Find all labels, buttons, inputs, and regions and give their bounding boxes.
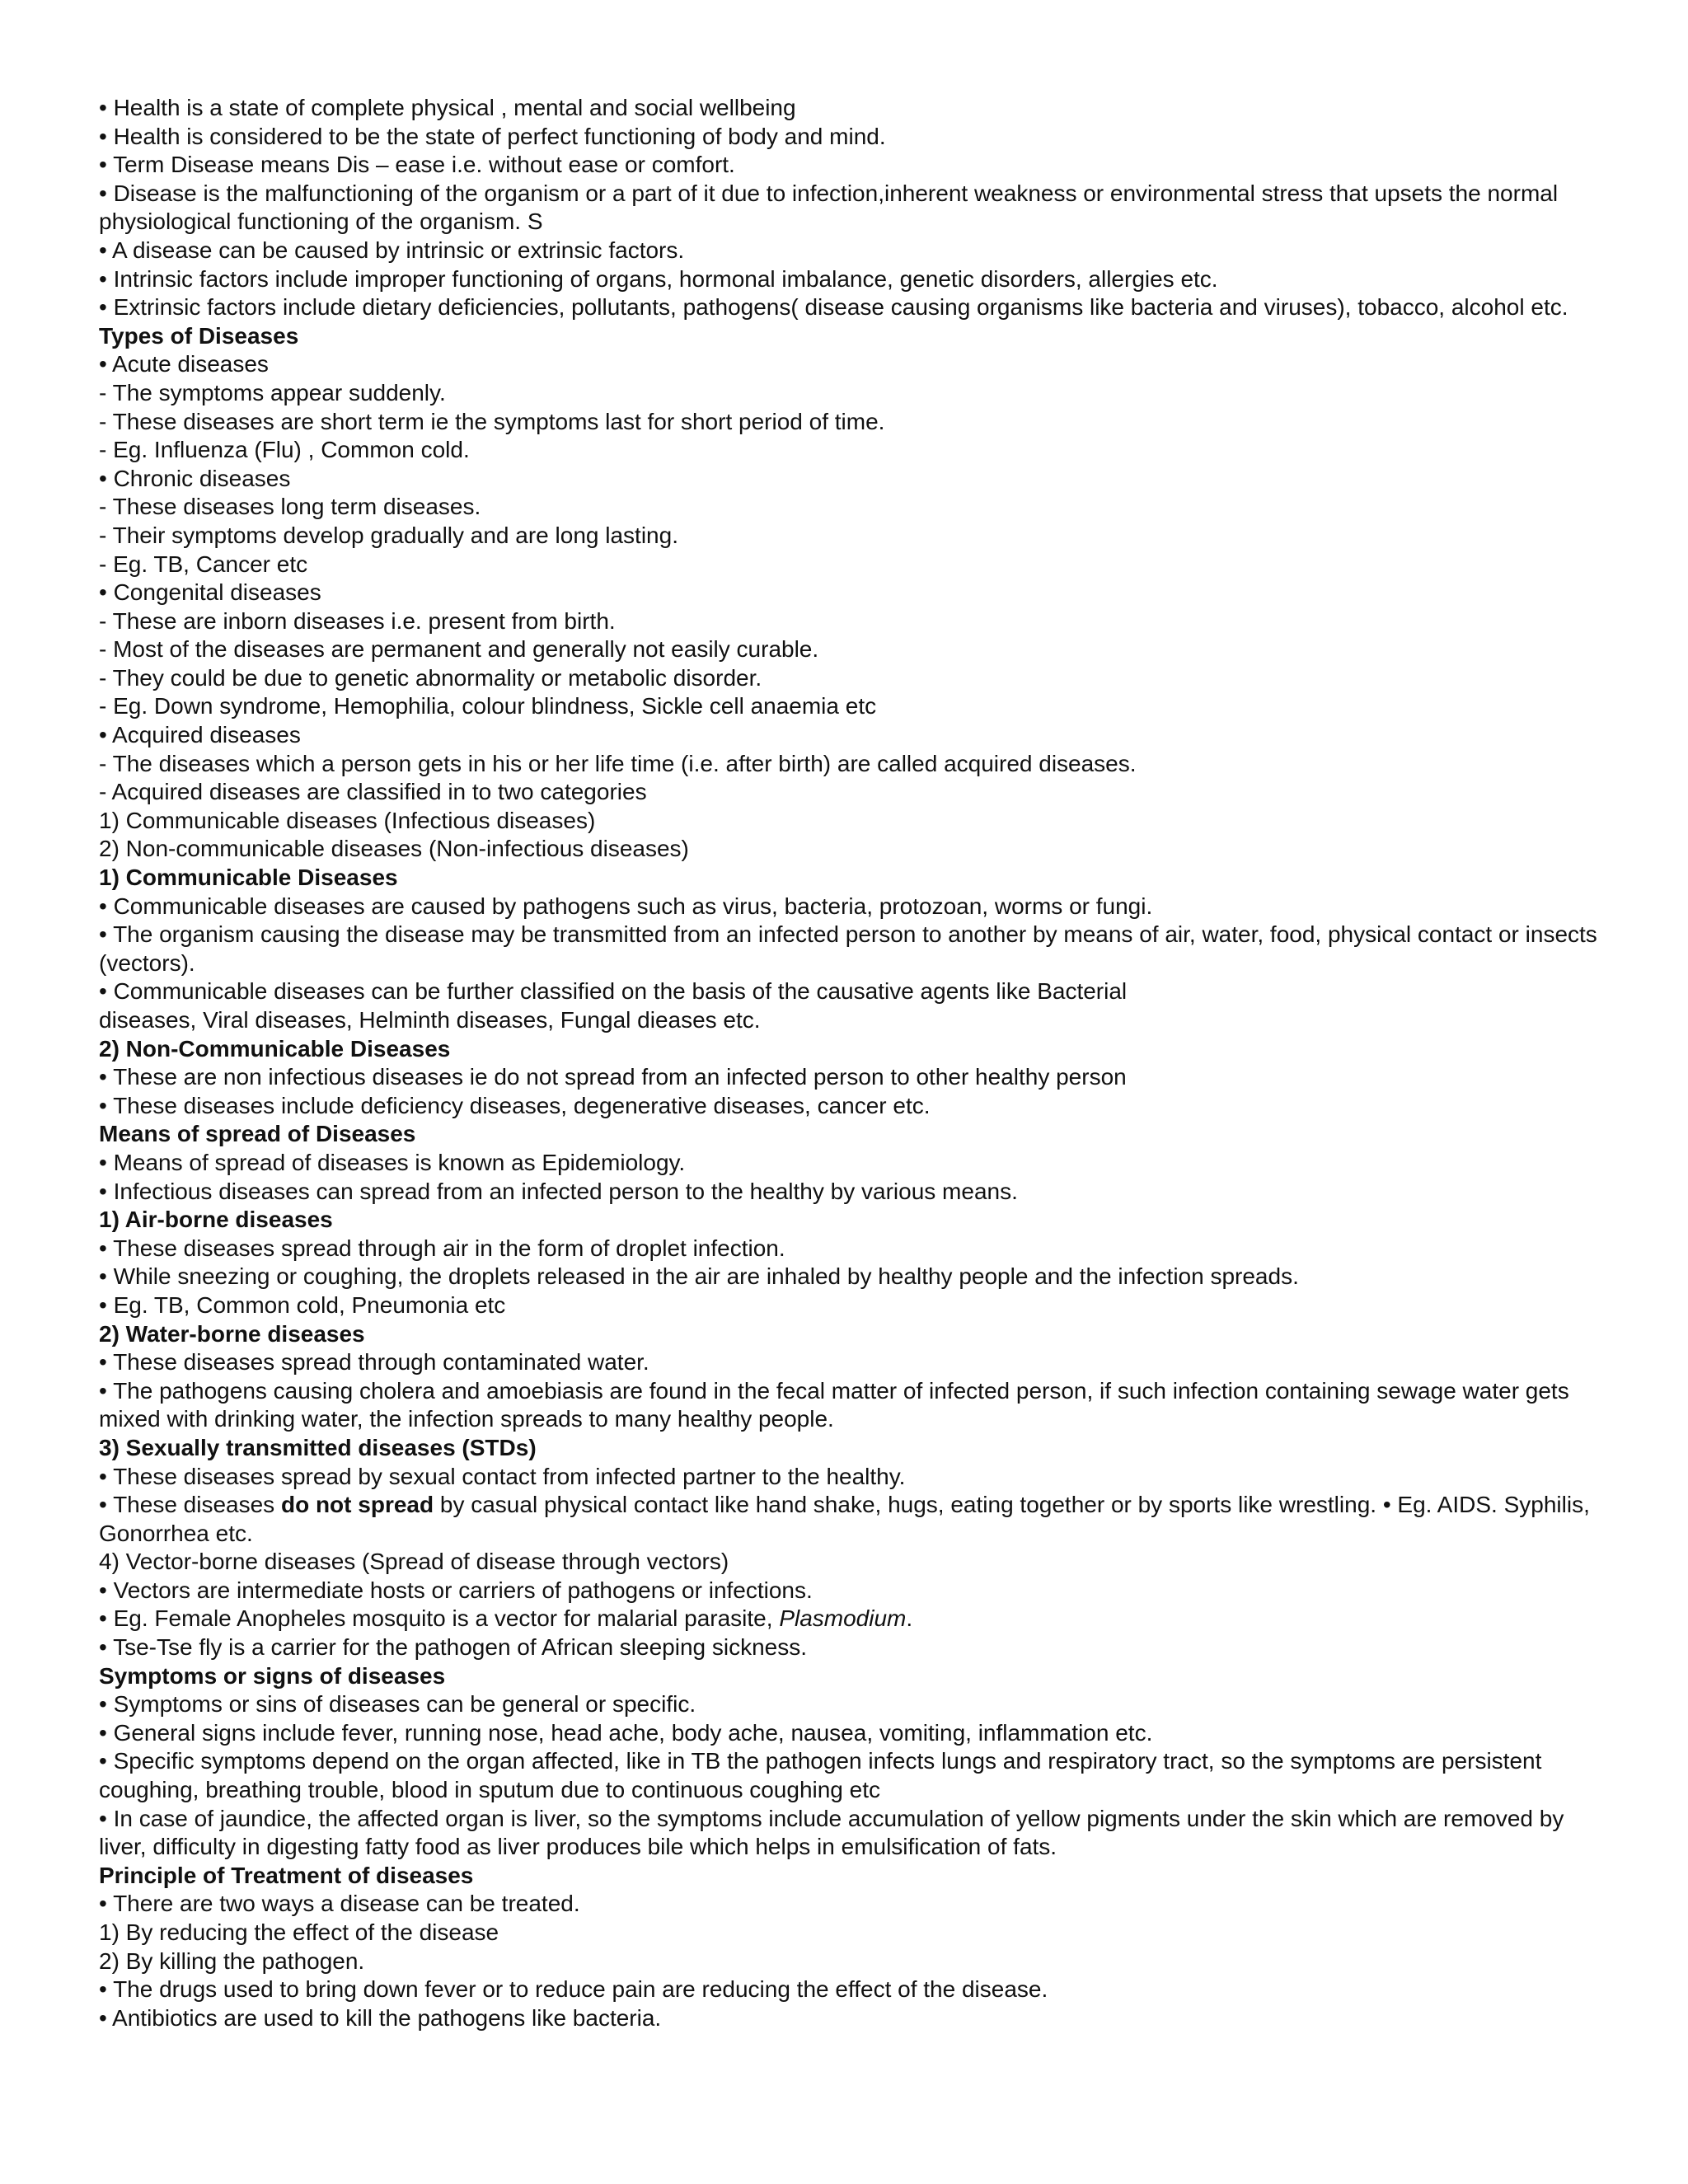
bullet-line: • Health is a state of complete physical , mental and social wellbeing — [99, 95, 796, 120]
bullet-line: - These diseases long term diseases. — [99, 494, 481, 520]
text-run: . — [906, 1605, 913, 1632]
section-heading: 1) Air-borne diseases — [99, 1207, 333, 1233]
bullet-line: • Specific symptoms depend on the organ affected, like in TB the pathogen infects lungs and respiratory tract, so the symptoms are persistent coughing, breathing trouble, blood in sputum due to continuous coughing etc — [99, 1748, 1542, 1803]
text-run: • These diseases — [99, 1492, 281, 1518]
bullet-line: • While sneezing or coughing, the droplets released in the air are inhaled by healthy people and the infection spreads. — [99, 1263, 1299, 1290]
bullet-line: • These are non infectious diseases ie do not spread from an infected person to other healthy person — [99, 1064, 1127, 1090]
bullet-line: • The drugs used to bring down fever or to reduce pain are reducing the effect of the disease. — [99, 1976, 1048, 2003]
text-run: by casual physical contact like hand shake, hugs, eating together or by sports like wrestling. • Eg. AIDS. Syphilis, Gonorrhea etc. — [99, 1492, 1590, 1546]
bullet-line: - Their symptoms develop gradually and are long lasting. — [99, 522, 678, 548]
bullet-line: - The diseases which a person gets in his or her life time (i.e. after birth) are called acquired diseases. — [99, 750, 1137, 776]
bullet-line: • These diseases include deficiency diseases, degenerative diseases, cancer etc. — [99, 1092, 931, 1118]
bullet-line: • These diseases spread by sexual contact from infected partner to the healthy. — [99, 1463, 906, 1489]
bullet-line: diseases, Viral diseases, Helminth diseases, Fungal dieases etc. — [99, 1007, 761, 1033]
bullet-line: - Eg. TB, Cancer etc — [99, 551, 308, 577]
bullet-line: • The organism causing the disease may be transmitted from an infected person to another by means of air, water, food, physical contact or insects (vectors). — [99, 921, 1597, 976]
section-heading: 2) Water-borne diseases — [99, 1320, 365, 1347]
bullet-line: - These diseases are short term ie the symptoms last for short period of time. — [99, 408, 885, 434]
bullet-line-mixed — [99, 1491, 1599, 1548]
section-heading: 1) Communicable Diseases — [99, 865, 398, 891]
section-heading: 2) Non-Communicable Diseases — [99, 1035, 451, 1062]
bullet-line: • There are two ways a disease can be treated. — [99, 1891, 580, 1917]
section-heading: Types of Diseases — [99, 322, 299, 349]
bullet-line: • Symptoms or sins of diseases can be general or specific. — [99, 1691, 696, 1718]
bullet-line: • Health is considered to be the state of perfect functioning of body and mind. — [99, 123, 886, 149]
document-page — [99, 94, 1599, 2032]
section-heading: Means of spread of Diseases — [99, 1121, 416, 1147]
bullet-line: - Eg. Down syndrome, Hemophilia, colour blindness, Sickle cell anaemia etc — [99, 693, 877, 719]
bullet-line: 2) Non-communicable diseases (Non-infectious diseases) — [99, 836, 689, 862]
bullet-line: • Term Disease means Dis – ease i.e. without ease or comfort. — [99, 152, 735, 178]
bullet-line: 1) Communicable diseases (Infectious diseases) — [99, 807, 596, 833]
bold-text-run: do not spread — [280, 1492, 434, 1518]
bullet-line: - Acquired diseases are classified in to two categories — [99, 779, 647, 805]
bullet-line: • These diseases spread through contaminated water. — [99, 1349, 649, 1376]
bullet-line: 1) By reducing the effect of the disease — [99, 1919, 499, 1945]
bullet-line: • Means of spread of diseases is known as Epidemiology. — [99, 1149, 686, 1175]
bullet-line: 2) By killing the pathogen. — [99, 1947, 365, 1974]
italic-text-run: Plasmodium — [779, 1605, 907, 1632]
bullet-line: • Antibiotics are used to kill the pathogens like bacteria. — [99, 2004, 662, 2031]
bullet-line: • General signs include fever, running nose, head ache, body ache, nausea, vomiting, inflammation etc. — [99, 1719, 1153, 1746]
bullet-line: • Communicable diseases are caused by pathogens such as virus, bacteria, protozoan, worms or fungi. — [99, 893, 1153, 919]
bullet-line: • These diseases spread through air in the form of droplet infection. — [99, 1235, 785, 1261]
bullet-line: • Acquired diseases — [99, 722, 301, 748]
bullet-line: - Eg. Influenza (Flu) , Common cold. — [99, 437, 470, 463]
section-heading: 3) Sexually transmitted diseases (STDs) — [99, 1434, 537, 1460]
bullet-line: • Disease is the malfunctioning of the organism or a part of it due to infection,inherent weakness or environmental stress that upsets the normal physiological functioning of the organism. S — [99, 180, 1559, 235]
bullet-line: • Communicable diseases can be further classified on the basis of the causative agents like Bacterial — [99, 978, 1128, 1005]
bullet-line: • Vectors are intermediate hosts or carriers of pathogens or infections. — [99, 1577, 813, 1603]
bullet-line: • Infectious diseases can spread from an infected person to the healthy by various means. — [99, 1178, 1018, 1204]
section-heading: Principle of Treatment of diseases — [99, 1862, 474, 1888]
bullet-line: • In case of jaundice, the affected organ is liver, so the symptoms include accumulation of yellow pigments under the skin which are removed by liver, difficulty in digesting fatty food as liver produces bile which helps in emulsification of fats. — [99, 1805, 1564, 1860]
bullet-line-mixed — [99, 1605, 1599, 1633]
bullet-line: • Chronic diseases — [99, 465, 291, 491]
bullet-line: • Extrinsic factors include dietary deficiencies, pollutants, pathogens( disease causing organisms like bacteria and viruses), tobacco, alcohol etc. — [99, 294, 1568, 321]
bullet-line: • Acute diseases — [99, 351, 269, 377]
bullet-line: • The pathogens causing cholera and amoebiasis are found in the fecal matter of infected person, if such infection containing sewage water gets mixed with drinking water, the infection spreads to many healthy people. — [99, 1377, 1569, 1432]
bullet-line: - The symptoms appear suddenly. — [99, 379, 446, 405]
bullet-line: - They could be due to genetic abnormality or metabolic disorder. — [99, 664, 762, 691]
bullet-line: • Eg. TB, Common cold, Pneumonia etc — [99, 1291, 506, 1318]
bullet-line: - Most of the diseases are permanent and generally not easily curable. — [99, 636, 819, 663]
bullet-line: • Congenital diseases — [99, 579, 321, 606]
bullet-line: • Tse-Tse fly is a carrier for the pathogen of African sleeping sickness. — [99, 1634, 808, 1661]
section-heading: Symptoms or signs of diseases — [99, 1662, 446, 1689]
bullet-line: • Intrinsic factors include improper functioning of organs, hormonal imbalance, genetic disorders, allergies etc. — [99, 265, 1218, 292]
bullet-line: - These are inborn diseases i.e. present from birth. — [99, 607, 616, 634]
text-run: • Eg. Female Anopheles mosquito is a vector for malarial parasite, — [99, 1605, 780, 1632]
bullet-line: 4) Vector-borne diseases (Spread of disease through vectors) — [99, 1549, 729, 1575]
bullet-line: • A disease can be caused by intrinsic or extrinsic factors. — [99, 237, 685, 263]
